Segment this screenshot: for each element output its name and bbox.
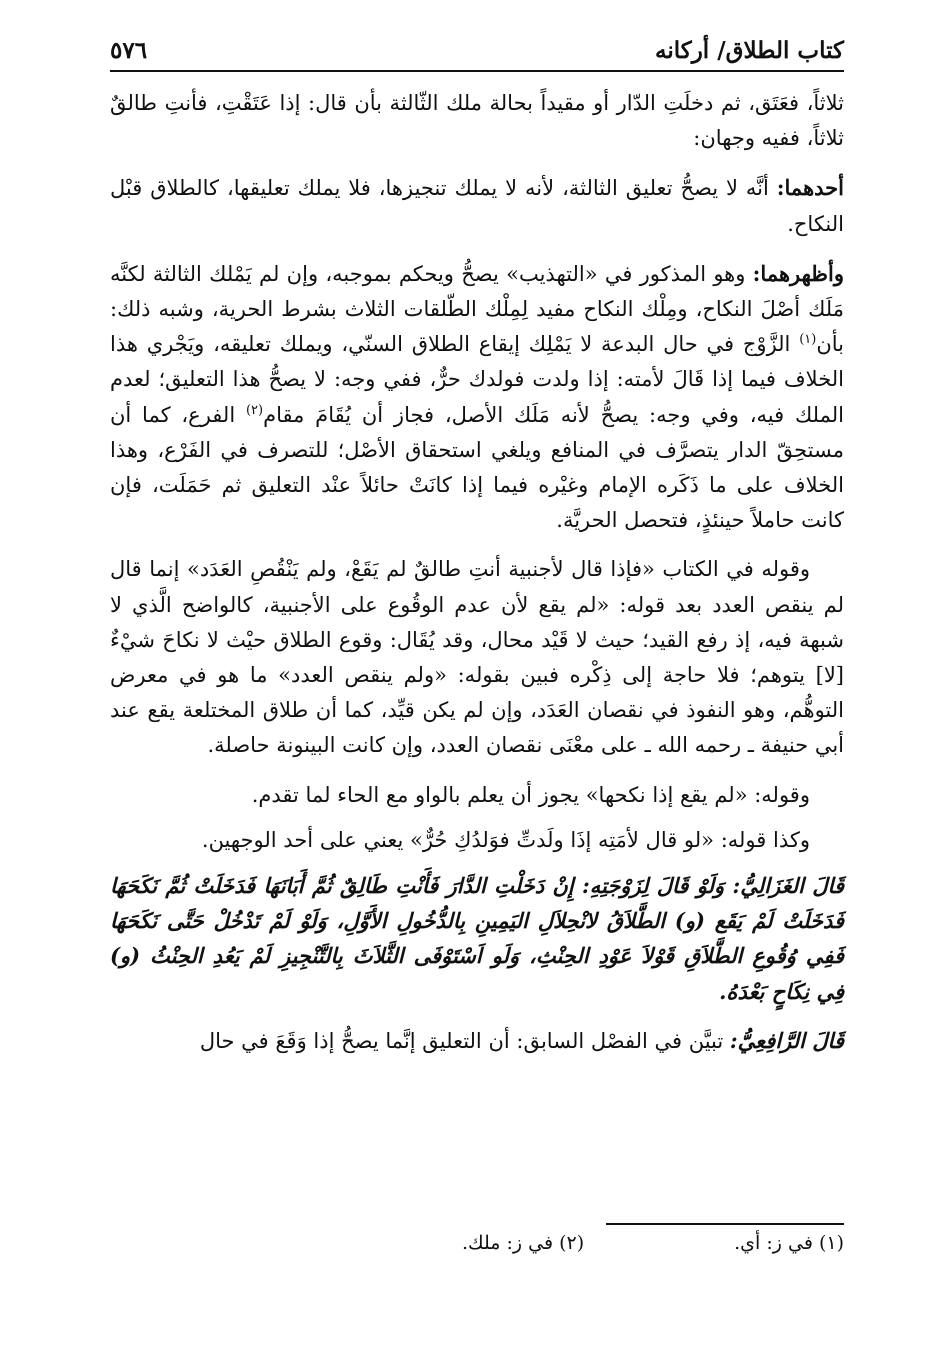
paragraph-text: وكذا قوله: «لو قال لأمَتِه إذَا ولَدتِّ فوَلدُكِ حُرٌّ» يعني على أحد الوجهين. — [201, 827, 810, 852]
page-number: ٥٧٦ — [110, 37, 148, 64]
paragraph-text: الزَّوْج في حال البدعة لا يَمْلِك إيقاع الطلاق السنّي، ويملك تعليقه، ويَجْري هذا الخلاف فيما إذا قَالَ لأمته: إذا ولدت فولدك حرٌّ، ففي وجه: لا يصحُّ هذا التعليق؛ لعدم الملك فيه، وفي وجه: يصحُّ لأنه مَلَك الأصل، فجاز أن يُقَامَ مقام — [110, 332, 844, 427]
running-head — [110, 30, 844, 72]
paragraph-first-view — [110, 170, 844, 241]
paragraph-lead: وأظهرهما: — [752, 260, 844, 286]
paragraph-1 — [110, 86, 844, 156]
footnote-divider — [606, 1223, 844, 1225]
footnote-ref-1[interactable]: (١) — [799, 332, 817, 348]
footnote-ref-2[interactable]: (٢) — [245, 402, 264, 418]
footnote-2: (٢) في ز: ملك. — [461, 1232, 585, 1254]
paragraph-text: تبيَّن في الفصْل السابق: أن التعليق إنَّما يصحُّ إذا وَقَعَ في حال — [199, 1028, 730, 1053]
paragraph-text: وقوله في الكتاب «فإذا قال لأجنبية أنتِ طالقٌ لم يَقَعْ، ولم يَنْقُصِ العَدَد» إنما قال لم ينقص العدد بعد قوله: «لم يقع لأن عدم الوقُوع على الأجنبية، كالواضح الَّذي لا شبهة فيه، إذ رفع القيد؛ حيث لا قَيْد محال، وقد يُقَال: وقوع الطلاق حيْث لا نكاحَ شيْءٌ [لا] يتوهم؛ فلا حاجة إلى ذِكْره فبين بقوله: «ولم ينقص العدد» ما هو في معرض التوهُّم، وهو النفوذ في نقصان العَدَد، وإن لم يكن قيِّد، كما أن طلاق المختلعة يقع عند أبي حنيفة ـ رحمه الله ـ على معْنَى نقصان العدد، وإن كانت البينونة حاصلة. — [110, 557, 844, 758]
paragraph-second-view — [110, 256, 844, 539]
paragraph-text: وهو المذكور في «التهذيب» يصحُّ ويحكم بموجبه، وإن لم يَمْلك الثالثة لكنَّه مَلَك أصْلَ النكاح، ومِلْك النكاح مفيد لِمِلْك الطّلقات الثلاث بشرط الحرية، وشبه ذلك: بأن — [110, 261, 844, 357]
paragraph-commentary — [110, 552, 844, 763]
paragraph-ghazali — [110, 868, 844, 1009]
paragraph-rafii — [110, 1023, 844, 1059]
paragraph-text: وَلَوْ قَالَ لِزَوْجَتِهِ: إِنْ دَخَلْتِ الدَّارَ فَأَنْتِ طَالِقٌ ثُمَّ أَبَانَهَا فَدَخَلَتْ ثُمَّ نَكَحَهَا فَدَخَلَتْ لَمْ يَقَع (و) الطَّلاَقُ لانْحِلاَلِ اليَمِينِ بِالدُّخُولِ الأَوَّلِ، وَلَوْ لَمْ تَدْخُلْ حَتَّى نَكَحَهَا فَفِي وُقُوعِ الطَّلاَقِ قَوْلاَ عَوْدِ الحِنْثِ، وَلَو اَسْتَوْفَى الثَّلاَثَ بِالتَّنْجِيزِ لَمْ يَعُدِ الحِنْثُ (و) فِي نِكَاحٍ بَعْدَهُ. — [110, 873, 844, 1004]
paragraph-note-1 — [110, 778, 844, 813]
paragraph-lead: قَالَ الغَزَالِيُّ: — [732, 873, 844, 899]
paragraph-text: ثلاثاً، فعَتَق، ثم دخلَتِ الدّار أو مقيداً بحالة ملك الثّالثة بأن قال: إذا عَتَقْتِ، فأنتِ طالقٌ ثلاثاً، ففيه وجهان: — [110, 91, 844, 151]
footnotes — [110, 1232, 844, 1254]
main-text — [110, 86, 844, 1073]
footnote-1: (١) في ز: أي. — [734, 1232, 844, 1254]
paragraph-text: وقوله: «لم يقع إذا نكحها» يجوز أن يعلم بالواو مع الحاء لما تقدم. — [251, 782, 810, 807]
paragraph-lead: قَالَ الرَّافِعِيُّ: — [729, 1027, 844, 1053]
paragraph-lead: أحدهما: — [776, 175, 844, 201]
paragraph-note-2 — [110, 823, 844, 858]
paragraph-text: أنَّه لا يصحُّ تعليق الثالثة، لأنه لا يملك تنجيزها، فلا يملك تعليقها، كالطلاق قبْل النكاح. — [110, 176, 844, 236]
running-title: كتاب الطلاق/ أركانه — [655, 37, 844, 64]
paragraph-text: الفرع، كما أن مستحِقّ الدار يتصرَّف في المنافع ويلغي استحقاق الأصْل؛ للتصرف في الفَرْع، وهذا الخلاف على ما ذَكَره الإمام وغيْره فيما إذا كانَتْ حائلاً عنْد التعليق ثم حَمَلَت، فإن كانت حاملاً حينئذٍ، فتحصل الحريَّة. — [110, 402, 844, 533]
